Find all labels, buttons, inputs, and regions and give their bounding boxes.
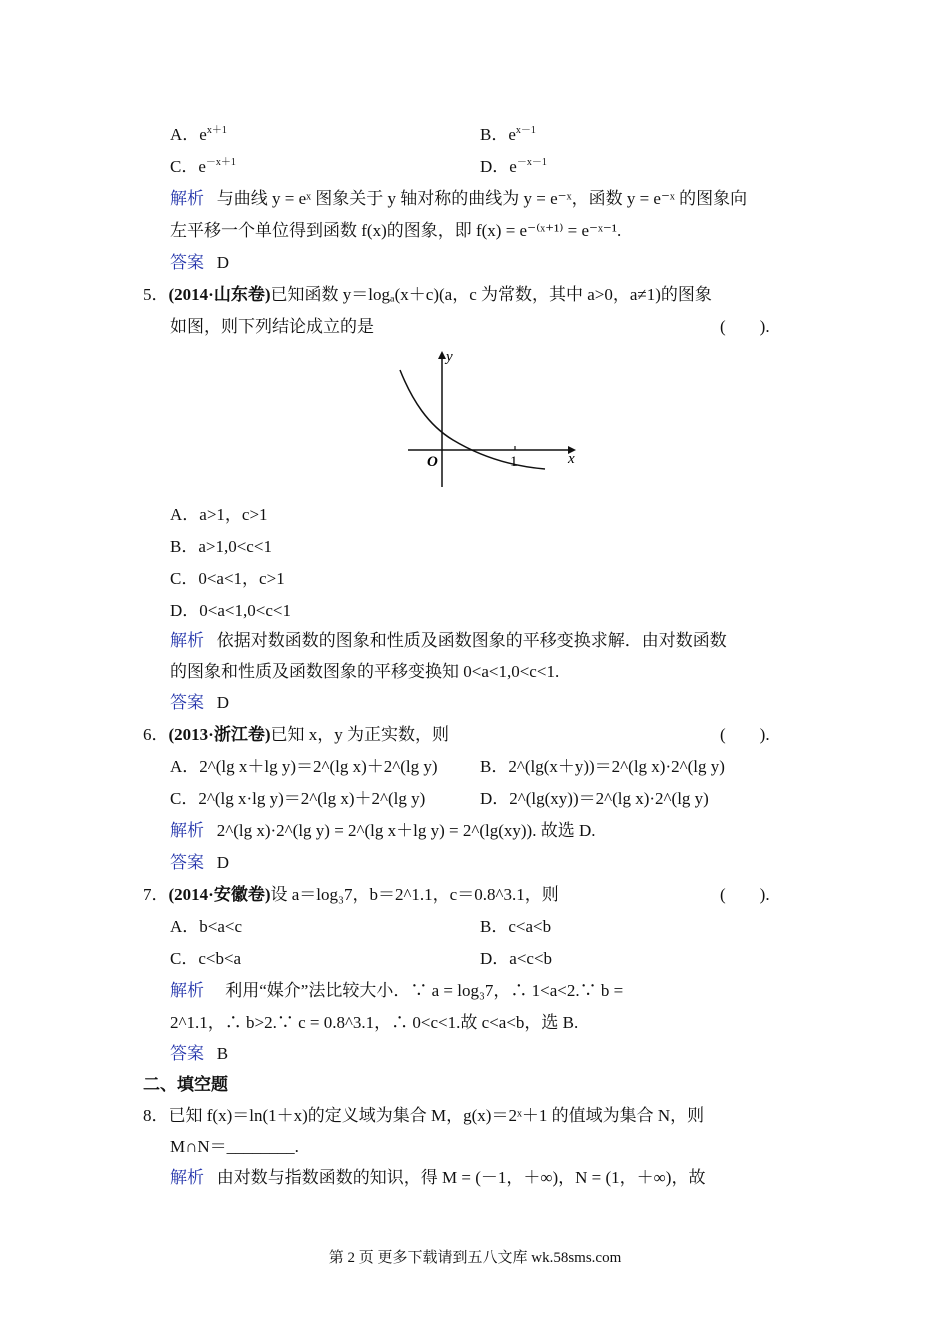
q4-option-c: C．$e^{-x+1}$ (170, 157, 236, 176)
q4-answer: 答案 D (170, 253, 230, 272)
q5-stem-line1: 5．(2014·山东卷)已知函数 y＝logₐ(x＋c)(a，c 为常数，其中 a>0，a≠1)的图象 (143, 285, 712, 304)
q4-option-a: A．$e^{x+1}$ (170, 125, 227, 144)
section-title: 二、填空题 (143, 1075, 228, 1095)
q4-option-d: D．$e^{-x-1}$ (480, 157, 547, 176)
answer-tag: 答案 (170, 1044, 204, 1063)
q6-analysis: 解析 2^(lg x)·2^(lg y) = 2^(lg x＋lg y) = 2^(lg(xy)). 故选 D. (170, 821, 596, 840)
analysis-tag: 解析 (170, 981, 204, 1000)
q5-answer: 答案 D (170, 693, 230, 712)
q5-option-b: B．a>1,0<c<1 (170, 537, 272, 556)
q5-function-graph (398, 345, 588, 490)
q7-option-b: B．c<a<b (480, 917, 552, 936)
q4-analysis-line1: 解析 与曲线 y = eˣ 图象关于 y 轴对称的曲线为 y = e⁻ˣ，函数 y = e⁻ˣ 的图象向 (170, 189, 748, 208)
x-axis-label: x (568, 451, 575, 467)
q6-option-a: A．2^(lg x＋lg y)＝2^(lg x)＋2^(lg y) (170, 757, 438, 776)
tick-label-1: 1 (510, 454, 518, 470)
q8-stem-line2: M∩N＝________. (170, 1137, 299, 1156)
y-axis-label: y (446, 349, 453, 365)
answer-tag: 答案 (170, 693, 204, 712)
q8-analysis-line1: 解析 由对数与指数函数的知识，得 M = (－1，＋∞)，N = (1，＋∞)，故 (170, 1168, 706, 1187)
analysis-tag: 解析 (170, 631, 204, 650)
q7-option-d: D．a<c<b (480, 949, 553, 968)
q5-option-a: A．a>1，c>1 (170, 505, 268, 524)
q6-answer-paren: ( ). (720, 725, 770, 744)
origin-label: O (427, 454, 438, 470)
q4-option-b: B．$e^{x-1}$ (480, 125, 536, 144)
q7-option-a: A．b<a<c (170, 917, 243, 936)
q5-answer-paren: ( ). (720, 317, 770, 336)
q7-stem: 7．(2014·安徽卷)设 a＝log₃7，b＝2^1.1，c＝0.8^3.1，则 (143, 885, 559, 904)
q7-answer-paren: ( ). (720, 885, 770, 904)
analysis-tag: 解析 (170, 189, 204, 208)
q8-stem-line1: 8．已知 f(x)＝ln(1＋x)的定义域为集合 M，g(x)＝2ˣ＋1 的值域为集合 N，则 (143, 1106, 705, 1125)
q6-option-c: C．2^(lg x·lg y)＝2^(lg x)＋2^(lg y) (170, 789, 426, 808)
q5-option-d: D．0<a<1,0<c<1 (170, 601, 291, 620)
q7-analysis-line2: 2^1.1，∴ b>2.∵ c = 0.8^3.1，∴ 0<c<1.故 c<a<b，选 B. (170, 1013, 579, 1032)
q7-analysis-line1: 解析 利用“媒介”法比较大小．∵ a = log₃7，∴ 1<a<2.∵ b = (170, 981, 624, 1000)
log-curve (400, 370, 545, 469)
answer-tag: 答案 (170, 253, 204, 272)
q5-analysis-line2: 的图象和性质及函数图象的平移变换知 0<a<1,0<c<1. (170, 662, 560, 681)
q6-option-b: B．2^(lg(x＋y))＝2^(lg x)·2^(lg y) (480, 757, 725, 776)
answer-tag: 答案 (170, 853, 204, 872)
q7-option-c: C．c<b<a (170, 949, 242, 968)
q5-option-c: C．0<a<1，c>1 (170, 569, 285, 588)
q5-analysis-line1: 解析 依据对数函数的图象和性质及函数图象的平移变换求解．由对数函数 (170, 631, 727, 650)
q4-analysis-line2: 左平移一个单位得到函数 f(x)的图象，即 f(x) = e⁻⁽ˣ⁺¹⁾ = e⁻ˣ⁻¹. (170, 221, 622, 240)
q5-stem-line2: 如图，则下列结论成立的是 (170, 317, 374, 336)
q6-answer: 答案 D (170, 853, 230, 872)
analysis-tag: 解析 (170, 1168, 204, 1187)
q6-option-d: D．2^(lg(xy))＝2^(lg x)·2^(lg y) (480, 789, 709, 808)
page-footer: 第 2 页 更多下载请到五八文库 wk.58sms.com (328, 1250, 622, 1266)
analysis-tag: 解析 (170, 821, 204, 840)
q6-stem: 6．(2013·浙江卷)已知 x，y 为正实数，则 (143, 725, 449, 744)
y-axis-arrow (438, 351, 446, 359)
q7-answer: 答案 B (170, 1044, 229, 1063)
